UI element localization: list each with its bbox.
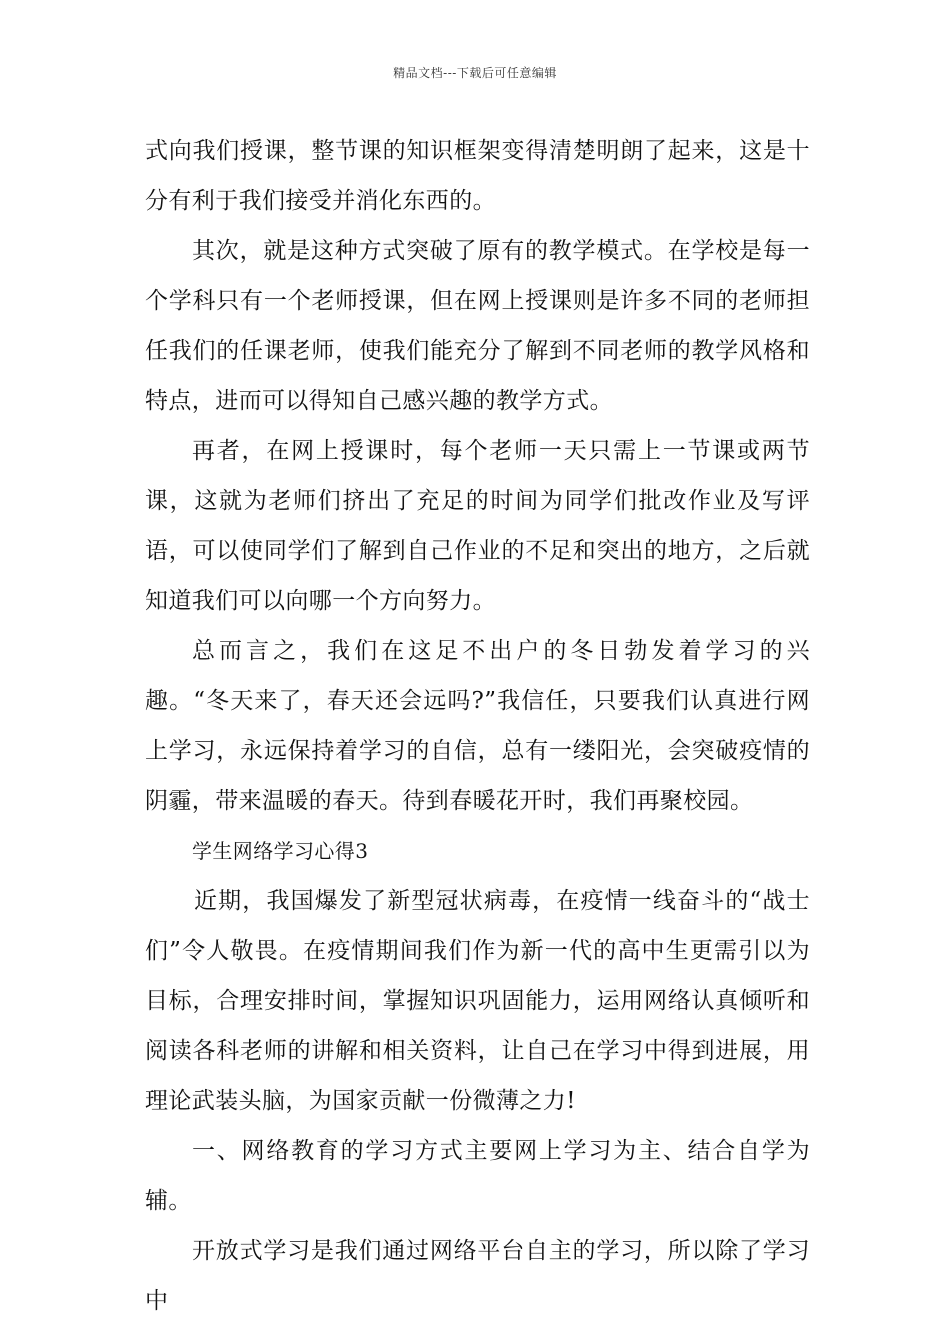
paragraph-continuation: 式向我们授课，整节课的知识框架变得清楚明朗了起来，这是十分有利于我们接受并消化东西的。 [145,138,810,214]
paragraph-in-conclusion: 总而言之，我们在这足不出户的冬日勃发着学习的兴趣。“冬天来了，春天还会远吗?”我信任，只要我们认真进行网上学习，永远保持着学习的自信，总有一缕阳光，会突破疫情的阴霾，带来温暖的春天。待到春暖花开时，我们再聚校园。 [145,638,810,814]
section-heading: 学生网络学习心得3 [192,839,369,863]
document-body [145,126,810,1326]
paragraph-furthermore: 再者，在网上授课时，每个老师一天只需上一节课或两节课，这就为老师们挤出了充足的时间为同学们批改作业及写评语，可以使同学们了解到自己作业的不足和突出的地方，之后就知道我们可以向哪一个方向努力。 [145,438,810,614]
paragraph-recently: 近期，我国爆发了新型冠状病毒，在疫情一线奋斗的“战士们”令人敬畏。在疫情期间我们作为新一代的高中生更需引以为目标，合理安排时间，掌握知识巩固能力，运用网络认真倾听和阅读各科老师的讲解和相关资料，让自己在学习中得到进展，用理论武装头脑，为国家贡献一份微薄之力! [145,888,810,1114]
paragraph-open-learning: 开放式学习是我们通过网络平台自主的学习，所以除了学习中 [145,1238,810,1314]
paragraph-point-one: 一、网络教育的学习方式主要网上学习为主、结合自学为辅。 [145,1138,810,1214]
page-header: 精品文档---下载后可任意编辑 [393,66,557,80]
paragraph-secondly: 其次，就是这种方式突破了原有的教学模式。在学校是每一个学科只有一个老师授课，但在网上授课则是许多不同的老师担任我们的任课老师，使我们能充分了解到不同老师的教学风格和特点，进而可以得知自己感兴趣的教学方式。 [145,238,810,414]
